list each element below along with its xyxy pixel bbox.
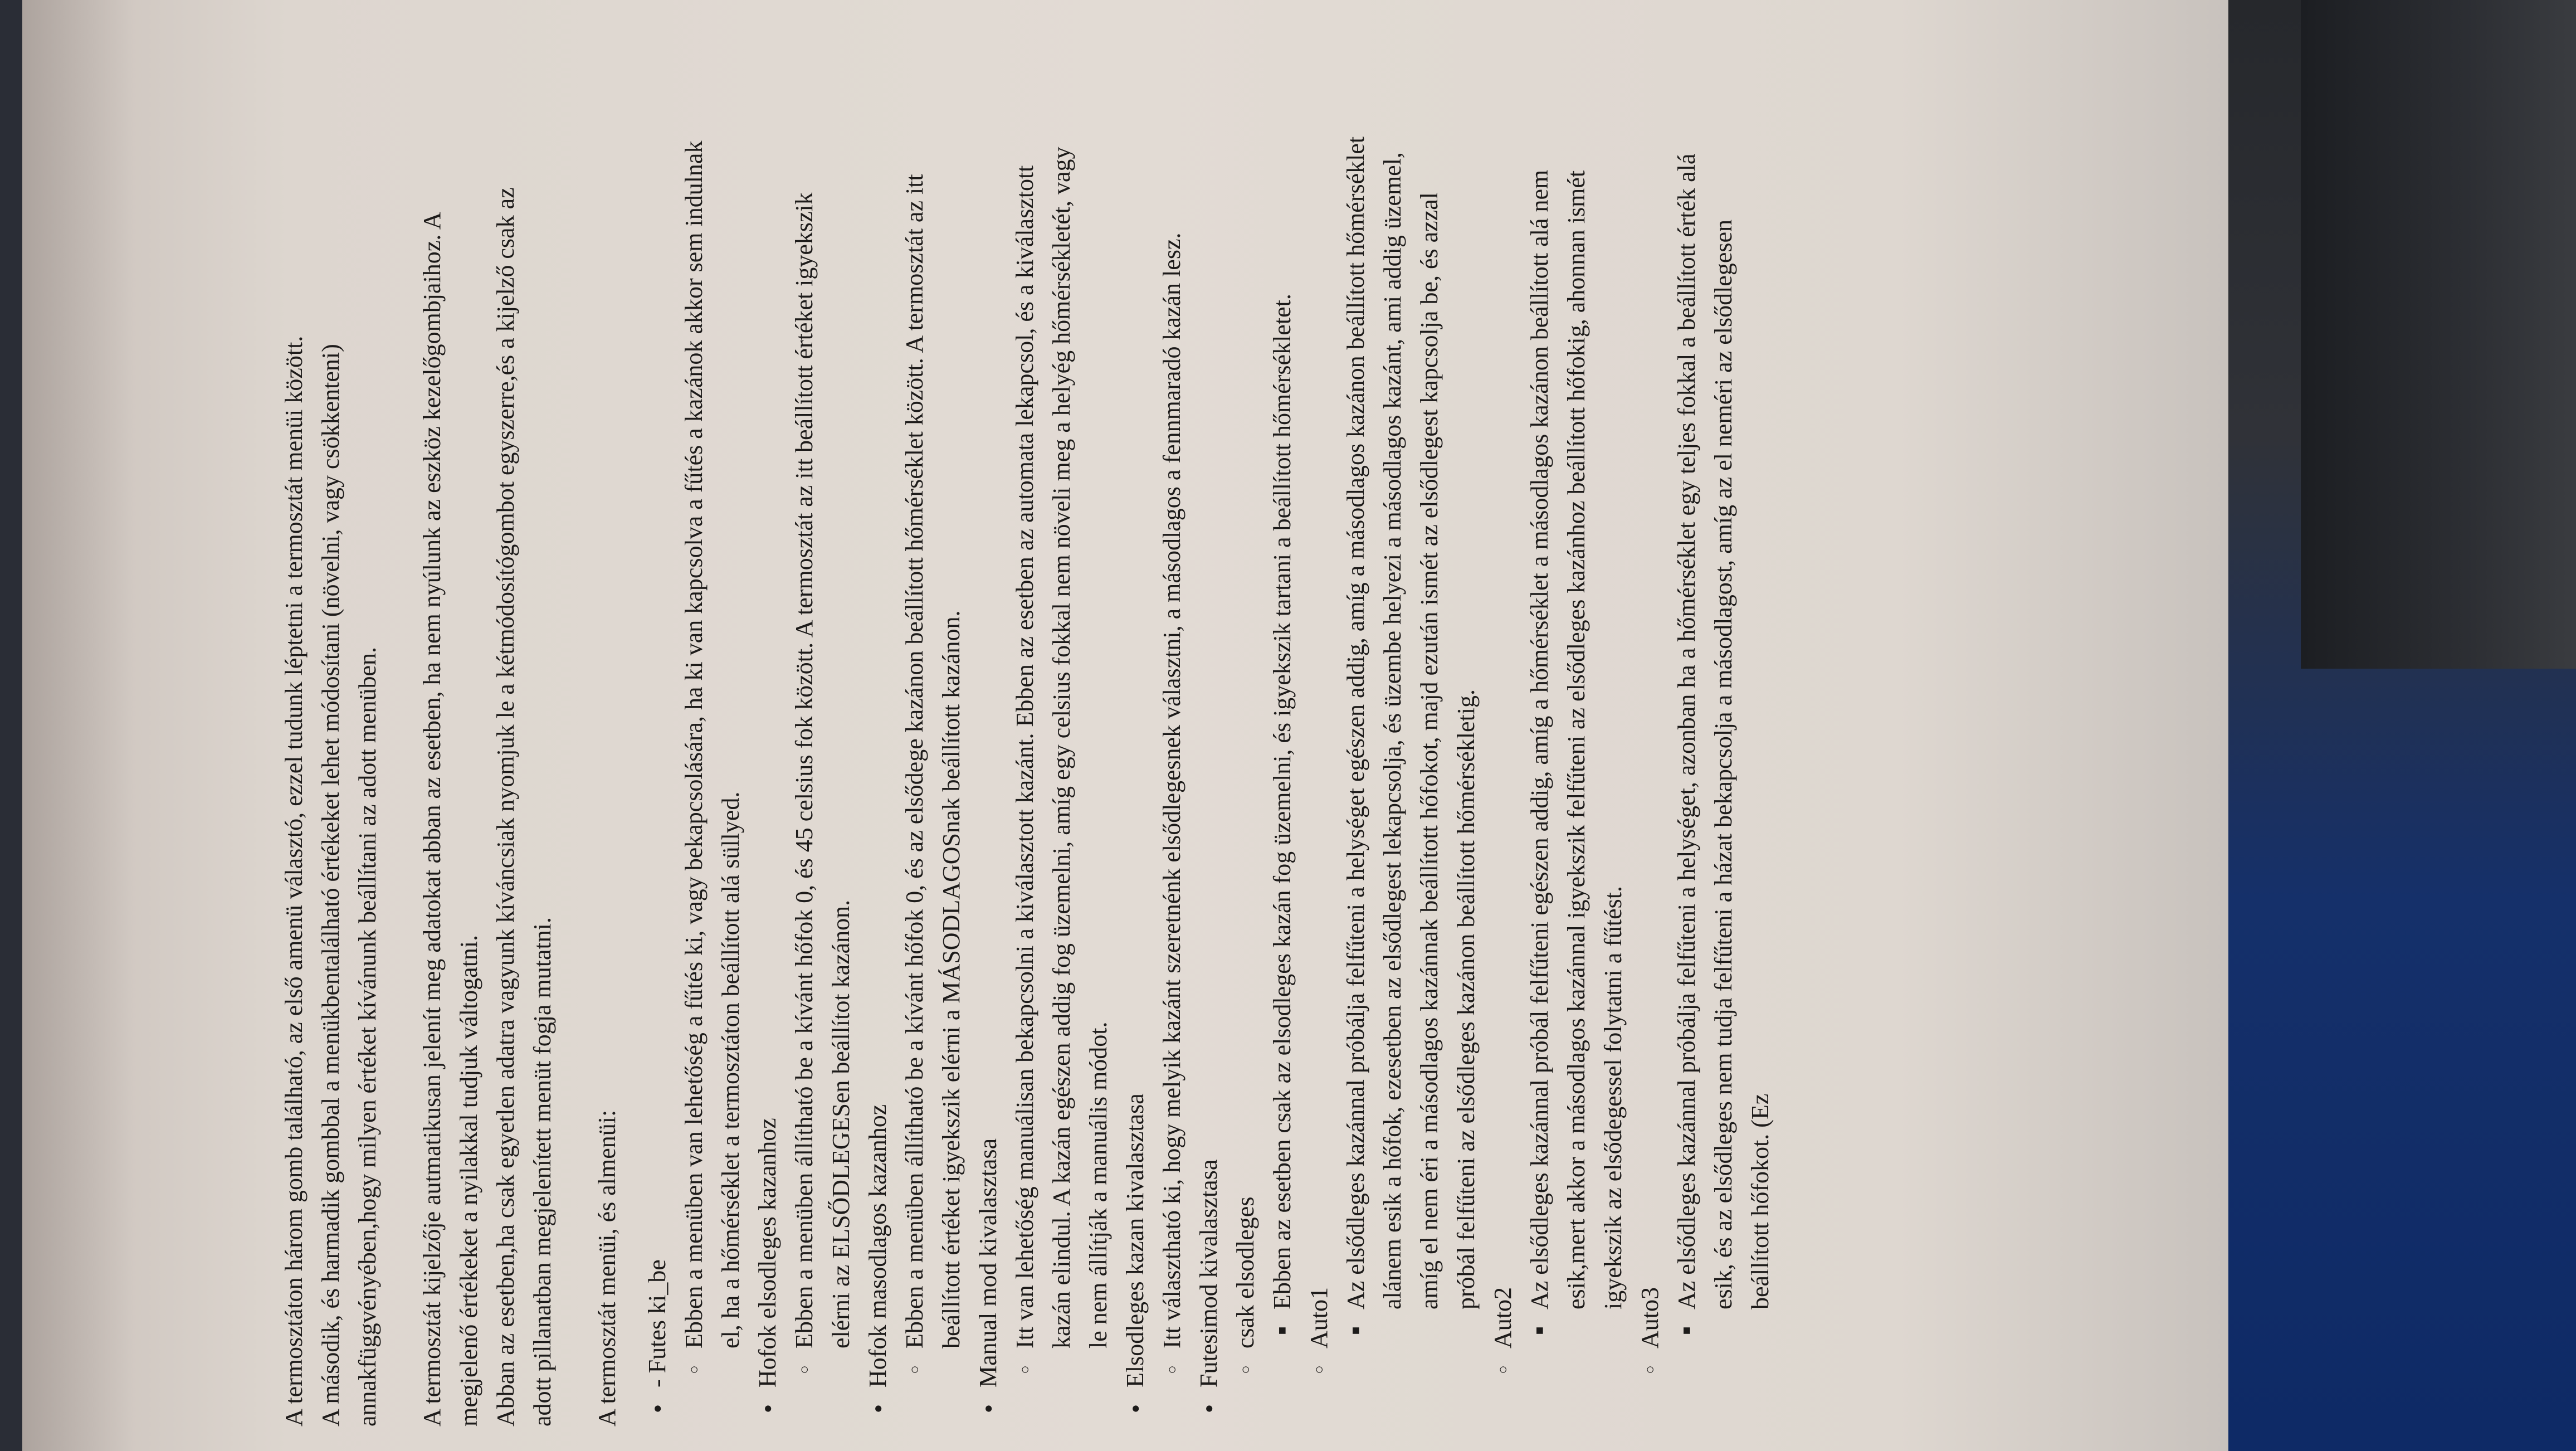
bullet-icon: ○ xyxy=(1495,1365,1511,1374)
list-item xyxy=(676,134,749,1426)
list-item xyxy=(749,134,786,1426)
paper-shadow xyxy=(22,0,134,1451)
bullet-icon: ○ xyxy=(906,1365,923,1374)
submenu-label: Auto1 xyxy=(1305,1287,1333,1348)
paper-sheet xyxy=(22,0,2228,1451)
list-item xyxy=(1154,134,1191,1426)
list-item xyxy=(896,134,970,1426)
bullet-icon: ● xyxy=(1127,1404,1143,1413)
bullet-icon: ■ xyxy=(1349,1326,1363,1335)
submenu-description: Az elsődleges kazánnal próbálja felfűteni a helységet, azonban ha a hőmérséklet egy teljes fokkal a beállított érték alá esik, és az elsődleges nem tudja felfűteni a házat bekapcsolja a másodlagost, amíg az el neméri az elsődlegesen beállított hőfokot. (Ez xyxy=(1673,153,1774,1309)
list-item xyxy=(1191,134,1227,1426)
list-item xyxy=(1264,134,1301,1426)
list-item xyxy=(1632,134,1668,1426)
bullet-icon: ○ xyxy=(1164,1365,1180,1374)
bullet-icon: ○ xyxy=(1237,1365,1253,1374)
menu-label: Hofok elsodleges kazanhoz xyxy=(754,1118,781,1387)
bullet-icon: ● xyxy=(980,1404,996,1413)
menu-label: Futesimod kivalasztasa xyxy=(1195,1159,1222,1387)
menu-label: - Futes ki_be xyxy=(643,1259,671,1387)
submenu-label: Auto3 xyxy=(1636,1287,1663,1348)
bullet-icon: ● xyxy=(649,1404,665,1413)
menu-description: Itt van lehetőség manuálisan bekapcsolni a kiválasztott kazánt. Ebben az esetben az automata lekapcsol, és a kiválasztott kazán elindul. A kazán egészen addig fog üzemelni, amíg egy celsius fokkal nem növeli meg a helyég hőmérsékletét, vagy le nem állítják a manuális módot. xyxy=(1011,147,1112,1348)
intro-paragraph-4: Abban az esetben,ha csak egyetlen adatra vagyunk kíváncsiak nyomjuk le a kétmódosítógombot egyszerre,és a kijelző csak az adott pillanatban megjelenített menüt fogja mutatni. xyxy=(492,187,556,1426)
bullet-icon: ○ xyxy=(1642,1365,1658,1374)
submenu-label: csak elsodleges xyxy=(1232,1196,1259,1348)
bullet-icon: ○ xyxy=(1017,1365,1033,1374)
bullet-icon: ○ xyxy=(1311,1365,1327,1374)
submenu-description: Az elsődleges kazánnal próbálja felfűteni a helységet egészen addig, amíg a másodlagos kazánon beállított hőmérséklet alánem esik a hőfok, ezesetben az elsődlegest lekapcsolja, és üzembe helyezi a másodlagos kazánt, ami addig üzemel, amíg el nem éri a másodlagos kazánnak beállított hőfokot, majd ezután ismét az elsődlegest kapcsolja be, és azzal próbál felfűteni az elsődleges kazánon beállított hőmérsékletig. xyxy=(1342,136,1480,1309)
list-item xyxy=(1007,134,1117,1426)
submenu-label: Auto2 xyxy=(1489,1287,1516,1348)
list-item xyxy=(1521,134,1632,1426)
menu-heading: A termosztát menüi, és almenüi: xyxy=(593,1109,621,1426)
list-item xyxy=(860,134,896,1426)
menu-description: Itt választható ki, hogy melyik kazánt szeretnénk elsődlegesnek választni, a másodlagos a fennmaradó kazán lesz. xyxy=(1158,232,1185,1348)
bullet-icon: ○ xyxy=(686,1365,702,1374)
menu-description: Ebben a menüben van lehetőség a fűtés ki, vagy bekapcsolására, ha ki van kapcsolva a fűtés a kazánok akkor sem indulnak el, ha a hőmérséklet a termosztáton beállított alá süllyed. xyxy=(680,140,744,1348)
document-page xyxy=(276,134,2170,1426)
list-item xyxy=(1668,134,1779,1426)
menu-label: Elsodleges kazan kivalasztasa xyxy=(1121,1093,1149,1387)
list-item xyxy=(970,134,1007,1426)
intro-paragraph-1: A termosztáton három gomb található, az első amenü választó, ezzel tudunk léptetni a termosztát menüi között. xyxy=(280,335,308,1426)
list-item xyxy=(1485,134,1521,1426)
backdrop-shadow xyxy=(2301,0,2576,669)
bullet-icon: ○ xyxy=(796,1365,812,1374)
menu-list xyxy=(639,134,1779,1426)
intro-paragraph-3: A termosztát kijelzője autmatikusan jelenít meg adatokat abban az esetben, ha nem nyúlunk az eszköz kezelőgombjaihoz. A megjelenő értékeket a nyilakkal tudjuk váltogatni. xyxy=(418,213,482,1426)
bullet-icon: ■ xyxy=(1680,1326,1694,1335)
bullet-icon: ● xyxy=(759,1404,775,1413)
list-item xyxy=(1301,134,1338,1426)
menu-label: Manual mod kivalasztasa xyxy=(974,1138,1002,1387)
list-item xyxy=(1117,134,1154,1426)
bullet-icon: ● xyxy=(1201,1404,1217,1413)
menu-description: Ebben a menüben állítható be a kívánt hőfok 0, és az elsődege kazánon beállított hőmérséklet között. A termosztát az itt beállított értéket igyekszik elérni a MÁSODLAGOSnak beállított kazánon. xyxy=(901,174,965,1348)
menu-description: Ebben a menüben állítható be a kívánt hőfok 0, és 45 celsius fok között. A termosztát az itt beállított értéket igyekszik elérni az ELSŐDLEGESen beállítot kazánon. xyxy=(791,192,855,1348)
list-item xyxy=(639,134,676,1426)
intro-paragraph-2: A második, és harmadik gombbal a menükbentalálható értékeket lehet módosítani (növelni, vagy csökkenteni) annakfüggvényében,hogy milyen értéket kívánunk beállítani az adott menüben. xyxy=(317,344,381,1426)
bullet-icon: ● xyxy=(870,1404,886,1413)
bullet-icon: ■ xyxy=(1533,1326,1547,1335)
list-item xyxy=(1227,134,1264,1426)
submenu-description: Az elsődleges kazánnal próbál felfűteni egészen addig, amíg a hőmérséklet a másodlagos kazánon beállított alá nem esik,mert akkor a másodlagos kazánnal igyekszik felfűteni az elsődleges kazánhoz beállított hőfokig, ahonnan ismét igyekszik az elsődegessel folytatni a fűtést. xyxy=(1526,169,1627,1309)
menu-label: Hofok masodlagos kazanhoz xyxy=(864,1104,891,1387)
bullet-icon: ■ xyxy=(1275,1326,1290,1335)
list-item xyxy=(786,134,860,1426)
list-item xyxy=(1338,134,1485,1426)
submenu-description: Ebben az esetben csak az elsodleges kazán fog üzemelni, és igyekszik tartani a beállított hőmérsékletet. xyxy=(1269,294,1296,1309)
